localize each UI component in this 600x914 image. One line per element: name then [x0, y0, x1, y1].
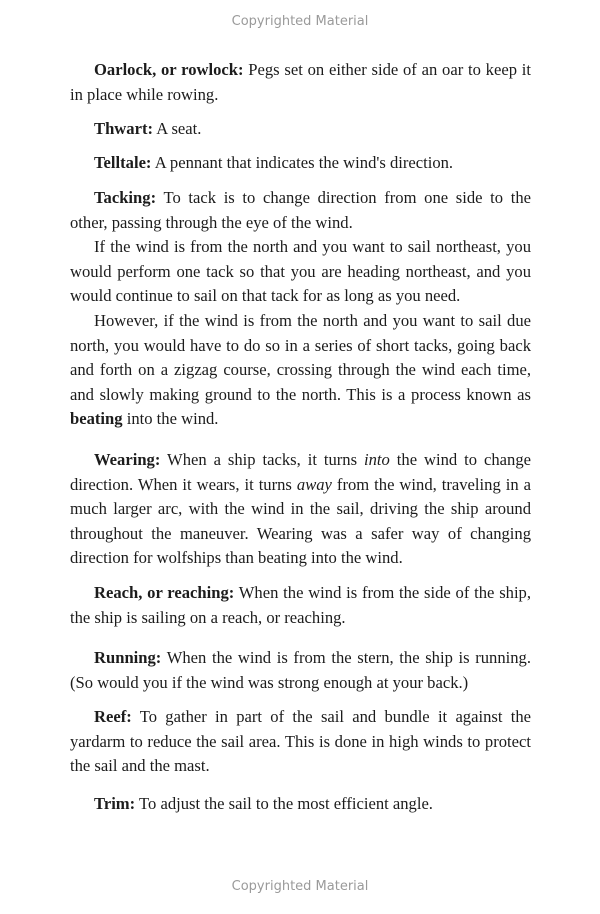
definition-trim: To adjust the sail to the most efficient angle. — [139, 794, 433, 813]
term-tacking: Tacking: — [94, 188, 157, 207]
copyright-watermark-top: Copyrighted Material — [231, 14, 369, 29]
glossary-entry-trim — [70, 792, 531, 817]
glossary-entry-oarlock — [70, 58, 531, 107]
term-reach: Reach, or reaching: — [94, 583, 235, 602]
term-oarlock: Oarlock, or rowlock: — [94, 60, 244, 79]
beating-term: beating — [70, 409, 123, 429]
definition-tacking: To tack is to change direction from one side to the other, passing through the eye of the wind. — [70, 188, 531, 232]
wearing-em-into: into — [364, 450, 390, 469]
glossary-entry-telltale — [70, 151, 531, 176]
tacking-paragraph-2: If the wind is from the north and you want to sail northeast, you would perform one tack so that you are heading northeast, and you would continue to sail on that tack for as long as you need. — [70, 237, 531, 306]
term-telltale: Telltale: — [94, 153, 152, 172]
glossary-entry-thwart — [70, 117, 531, 142]
term-trim: Trim: — [94, 794, 136, 813]
copyright-watermark-bottom: Copyrighted Material — [231, 879, 369, 894]
wearing-text-c: from the wind, traveling in a much larger arc, with the wind in the sail, driving the ship around throughout the maneuver. Wearing was a safer way of changing direction for wolfships than beating into the wind. — [70, 474, 531, 568]
wearing-em-away: away — [296, 474, 332, 494]
wearing-text-a: When a ship tacks, it turns — [167, 450, 358, 469]
tacking-paragraph-3 — [70, 309, 531, 432]
definition-telltale: A pennant that indicates the wind's direction. — [154, 153, 454, 172]
tacking-p3-text-a: However, if the wind is from the north and you want to sail due north, you would have to do so in a series of short tacks, going back and forth on a zigzag course, crossing through the wind each time, and slowly making ground to the north. This is a process known as — [70, 310, 531, 404]
definition-thwart: A seat. — [156, 119, 202, 138]
glossary-entry-running — [70, 646, 531, 695]
tacking-p3-text-b: into the wind. — [126, 409, 219, 429]
term-running: Running: — [94, 648, 162, 667]
glossary-entry-wearing — [70, 448, 531, 571]
wearing-text-b: the wind to change direction. When it wears, it turns — [70, 450, 531, 494]
definition-reef: To gather in part of the sail and bundle it against the yardarm to reduce the sail area. This is done in high winds to protect the sail and the mast. — [70, 707, 531, 776]
definition-oarlock: Pegs set on either side of an oar to keep it in place while rowing. — [70, 60, 531, 104]
glossary-entry-reef — [70, 705, 531, 779]
definition-reach: When the wind is from the side of the ship, the ship is sailing on a reach, or reaching. — [70, 583, 532, 627]
term-wearing: Wearing: — [94, 450, 161, 469]
glossary-entry-tacking — [70, 186, 531, 432]
term-reef: Reef: — [94, 707, 132, 726]
glossary-entry-reach — [70, 581, 531, 630]
definition-running: When the wind is from the stern, the ship is running. (So would you if the wind was strong enough at your back.) — [70, 648, 531, 692]
term-thwart: Thwart: — [94, 119, 153, 138]
